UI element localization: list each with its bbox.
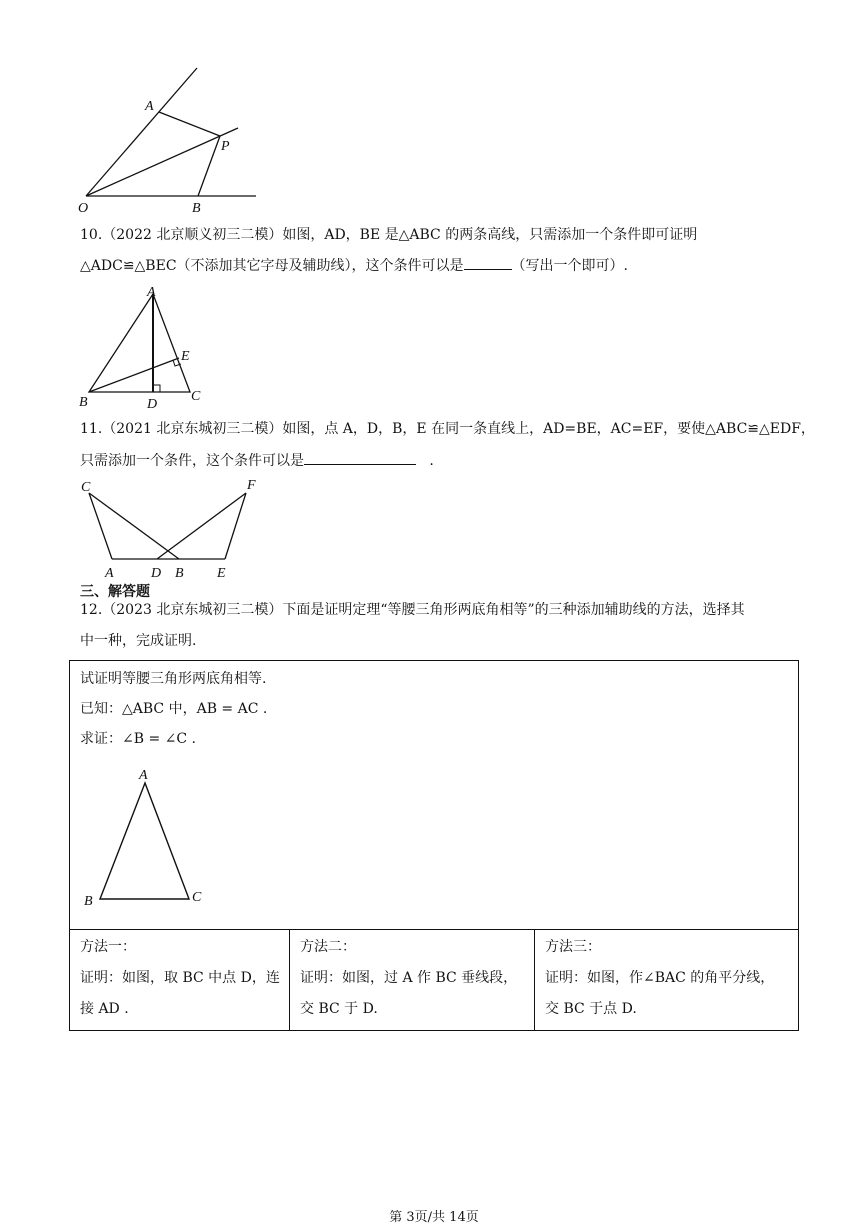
q10-line2-text: △ADC≌△BEC（不添加其它字母及辅助线），这个条件可以是 [80, 258, 464, 274]
segment-fd [157, 493, 246, 559]
segment-cb [89, 493, 179, 559]
q11-answer-blank[interactable] [304, 450, 416, 465]
q11-line2-text: 只需添加一个条件，这个条件可以是 [80, 453, 304, 469]
segment-ap [159, 112, 220, 136]
ray-op [86, 128, 238, 196]
segment-fe [225, 493, 246, 559]
figure-triangle-abc-heights [75, 282, 215, 412]
q10-answer-blank[interactable] [464, 255, 512, 270]
q11-line2 [80, 450, 434, 471]
given: 已知：△ABC 中，AB = AC . [80, 701, 268, 717]
method-2-line2: 交 BC 于 D. [300, 1001, 378, 1017]
q10-line2-tail: （写出一个即可）. [511, 258, 628, 274]
label-e: E [181, 349, 190, 364]
method-1-line2: 接 AD . [80, 1001, 129, 1017]
triangle-abc [89, 294, 190, 392]
page-number: 第 3页/共 14页 [389, 1210, 479, 1225]
section-heading: 三、解答题 [80, 584, 150, 600]
q11-line1: 11.（2021 北京东城初三二模）如图，点 A，D，B，E 在同一条直线上，AD=BE，AC=EF，要使△ABC≌△EDF， [80, 421, 815, 437]
segment-ca [89, 493, 112, 559]
figure-two-triangles [75, 475, 275, 585]
label-c: C [191, 389, 201, 404]
label-c: C [192, 890, 202, 905]
q12-line2: 中一种，完成证明. [80, 633, 197, 649]
method-3-line2: 交 BC 于点 D. [545, 1001, 637, 1017]
method-2-title: 方法二： [300, 939, 356, 955]
label-d: D [151, 566, 162, 581]
label-a: A [145, 99, 154, 114]
method-3-line1: 证明：如图，作∠BAC 的角平分线， [545, 970, 775, 986]
method-2-line1: 证明：如图，过 A 作 BC 垂线段， [300, 970, 518, 986]
triangle-abc [100, 783, 189, 899]
ray-oa [86, 68, 197, 196]
label-o: O [78, 201, 89, 216]
figure-angle-aop [70, 60, 270, 220]
label-p: P [221, 139, 230, 154]
method-1-title: 方法一： [80, 939, 136, 955]
q10-line1: 10.（2022 北京顺义初三二模）如图，AD，BE 是△ABC 的两条高线，只需添加一个条件即可证明 [80, 227, 698, 243]
to-prove: 求证：∠B = ∠C . [80, 731, 196, 747]
label-a: A [105, 566, 114, 581]
right-angle-d [153, 385, 160, 392]
proof-table [69, 660, 799, 1031]
statement: 试证明等腰三角形两底角相等. [80, 671, 267, 687]
method-2-cell [290, 930, 535, 1031]
label-b: B [84, 894, 93, 909]
q10-line2 [80, 255, 628, 276]
label-a: A [139, 768, 148, 783]
label-a: A [147, 285, 156, 300]
figure-isosceles-triangle [78, 761, 218, 911]
height-be [89, 358, 179, 392]
q12-line1: 12.（2023 北京东城初三二模）下面是证明定理“等腰三角形两底角相等”的三种添加辅助线的方法，选择其 [80, 602, 745, 618]
label-f: F [247, 478, 256, 493]
method-3-title: 方法三： [545, 939, 601, 955]
label-b: B [175, 566, 184, 581]
proof-statement-cell [70, 661, 799, 930]
label-b: B [79, 395, 88, 410]
q11-line2-tail: . [429, 453, 434, 469]
label-e: E [217, 566, 226, 581]
method-1-cell [70, 930, 290, 1031]
label-c: C [81, 480, 91, 495]
label-d: D [147, 397, 158, 412]
method-3-cell [535, 930, 799, 1031]
label-b: B [192, 201, 201, 216]
method-1-line1: 证明：如图，取 BC 中点 D，连 [80, 970, 280, 986]
